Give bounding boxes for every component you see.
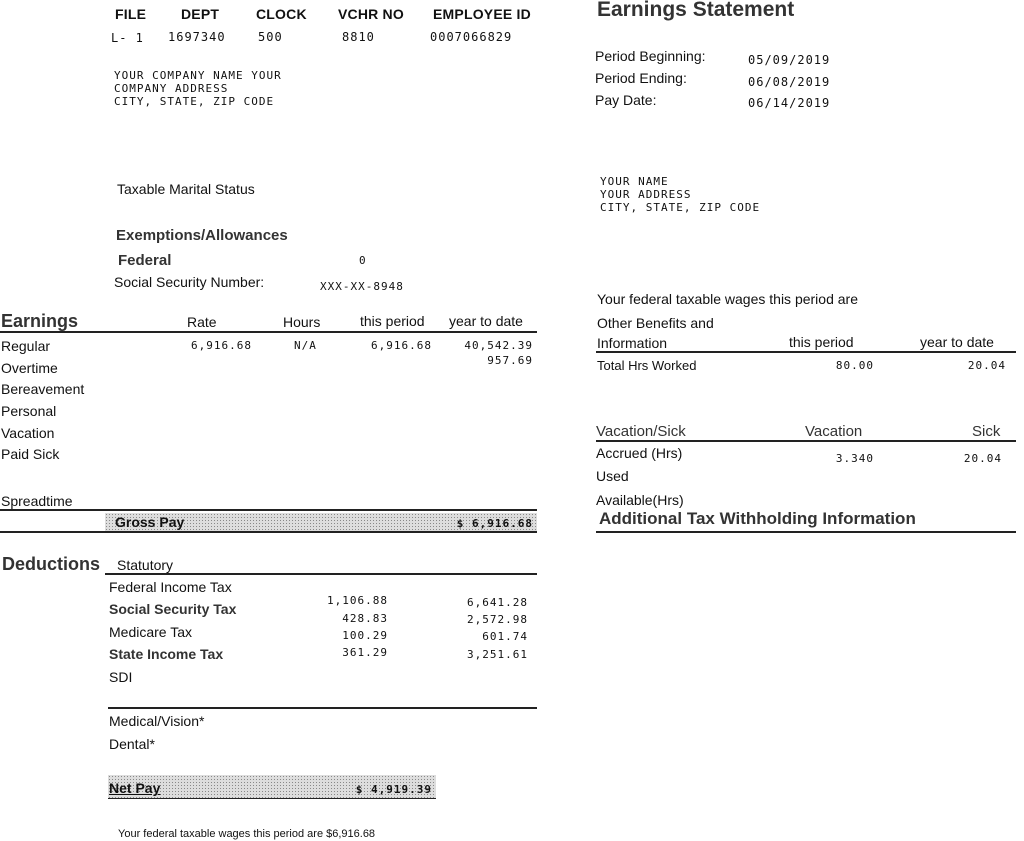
earnings-header-rule xyxy=(0,331,537,333)
earnings-title: Earnings xyxy=(1,311,79,331)
benefits-header-rule xyxy=(596,351,1016,353)
file-value: L- 1 xyxy=(111,31,144,45)
deduction-row-label: State Income Tax xyxy=(109,646,224,662)
dept-label: DEPT xyxy=(181,6,220,22)
deduction-row-label: SDI xyxy=(109,669,133,685)
information-label: Information xyxy=(597,335,668,351)
spreadtime-rule xyxy=(0,509,537,511)
employee-line-1: YOUR NAME xyxy=(600,175,669,188)
gross-pay-label: Gross Pay xyxy=(115,514,185,530)
earnings-row-label: Vacation xyxy=(1,425,55,441)
earnings-col-period: this period xyxy=(360,313,425,329)
period-ending-value: 06/08/2019 xyxy=(748,75,831,89)
ssn-value: XXX-XX-8948 xyxy=(320,280,404,293)
period-beginning-label: Period Beginning: xyxy=(595,48,706,64)
vchr-no-value: 8810 xyxy=(342,30,375,44)
period-beginning-value: 05/09/2019 xyxy=(748,53,831,67)
earnings-row-rate: 6,916.68 xyxy=(191,339,252,352)
earnings-col-hours: Hours xyxy=(283,314,321,330)
benefits-col-ytd: year to date xyxy=(920,334,994,350)
net-pay-rule xyxy=(108,798,436,799)
company-line-2: COMPANY ADDRESS xyxy=(114,82,229,95)
pay-date-label: Pay Date: xyxy=(595,92,657,108)
medical-vision-label: Medical/Vision* xyxy=(109,713,205,729)
deduction-row-ytd: 6,641.28 xyxy=(467,596,528,609)
vacsick-col-vacation: Vacation xyxy=(805,423,863,440)
gross-pay-value: $ 6,916.68 xyxy=(456,517,533,530)
period-ending-label: Period Ending: xyxy=(595,70,687,86)
dept-value: 1697340 xyxy=(168,30,226,44)
deductions-title: Deductions xyxy=(2,554,101,574)
deduction-row-label: Federal Income Tax xyxy=(109,579,232,595)
accrued-vacation: 3.340 xyxy=(835,452,874,465)
employee-line-2: YOUR ADDRESS xyxy=(600,188,692,201)
deduction-row-period: 1,106.88 xyxy=(327,594,388,607)
earnings-row-label: Overtime xyxy=(1,360,58,376)
exemptions-label: Exemptions/Allowances xyxy=(116,227,288,244)
deduction-row-ytd: 3,251.61 xyxy=(467,648,528,661)
earnings-row-label: Regular xyxy=(1,338,51,354)
other-deductions-rule xyxy=(108,707,537,709)
deduction-row-ytd: 601.74 xyxy=(482,630,528,643)
deduction-row-period: 100.29 xyxy=(342,629,388,642)
earnings-row-ytd: 957.69 xyxy=(487,354,533,367)
deduction-row-period: 428.83 xyxy=(342,612,388,625)
file-label: FILE xyxy=(115,6,147,22)
vacsick-col-sick: Sick xyxy=(972,423,1001,440)
earnings-col-ytd: year to date xyxy=(449,313,523,329)
earnings-row-ytd: 40,542.39 xyxy=(464,339,533,352)
earnings-row-period: 6,916.68 xyxy=(371,339,432,352)
available-label: Available(Hrs) xyxy=(596,492,684,508)
earnings-row-hours: N/A xyxy=(294,339,317,352)
company-line-3: CITY, STATE, ZIP CODE xyxy=(114,95,275,108)
used-label: Used xyxy=(596,468,629,484)
federal-value: 0 xyxy=(359,254,367,267)
statutory-label: Statutory xyxy=(117,557,174,573)
accrued-sick: 20.04 xyxy=(963,452,1002,465)
deductions-header-rule xyxy=(105,573,537,575)
earnings-row-label: Paid Sick xyxy=(1,446,60,462)
net-pay-label: Net Pay xyxy=(109,780,161,796)
vchr-no-label: VCHR NO xyxy=(338,6,404,22)
company-line-1: YOUR COMPANY NAME YOUR xyxy=(114,69,282,82)
employee-line-3: CITY, STATE, ZIP CODE xyxy=(600,201,761,214)
additional-tax-rule xyxy=(596,531,1016,533)
employee-address xyxy=(600,175,760,214)
employee-id-value: 0007066829 xyxy=(430,30,513,44)
vacsick-title: Vacation/Sick xyxy=(596,423,686,440)
earnings-row-label: Bereavement xyxy=(1,381,85,397)
pay-date-value: 06/14/2019 xyxy=(748,96,831,110)
dental-label: Dental* xyxy=(109,736,155,752)
additional-tax-label: Additional Tax Withholding Information xyxy=(599,509,916,528)
spreadtime-label: Spreadtime xyxy=(1,493,73,509)
statement-title: Earnings Statement xyxy=(597,0,795,21)
total-hrs-period: 80.00 xyxy=(835,359,874,372)
benefits-col-period: this period xyxy=(789,334,854,350)
clock-label: CLOCK xyxy=(256,6,307,22)
deduction-row-label: Medicare Tax xyxy=(109,624,193,640)
ssn-label: Social Security Number: xyxy=(114,274,265,290)
company-address xyxy=(114,69,282,108)
gross-pay-rule xyxy=(0,531,537,533)
total-hrs-label: Total Hrs Worked xyxy=(597,358,697,373)
deduction-row-period: 361.29 xyxy=(342,646,388,659)
other-benefits-label: Other Benefits and xyxy=(597,315,714,331)
net-pay-value: $ 4,919.39 xyxy=(355,783,432,796)
vacsick-header-rule xyxy=(596,440,1016,442)
marital-status-label: Taxable Marital Status xyxy=(117,181,255,197)
federal-label: Federal xyxy=(118,252,172,269)
earnings-row-label: Personal xyxy=(1,403,57,419)
total-hrs-ytd: 20.04 xyxy=(967,359,1006,372)
accrued-label: Accrued (Hrs) xyxy=(596,445,683,461)
deduction-row-label: Social Security Tax xyxy=(109,601,237,617)
federal-wages-label: Your federal taxable wages this period are xyxy=(597,291,858,307)
clock-value: 500 xyxy=(258,30,283,44)
footer-wages-note: Your federal taxable wages this period are $6,916.68 xyxy=(118,828,376,840)
earnings-col-rate: Rate xyxy=(187,314,217,330)
deduction-row-ytd: 2,572.98 xyxy=(467,613,528,626)
employee-id-label: EMPLOYEE ID xyxy=(433,6,531,22)
